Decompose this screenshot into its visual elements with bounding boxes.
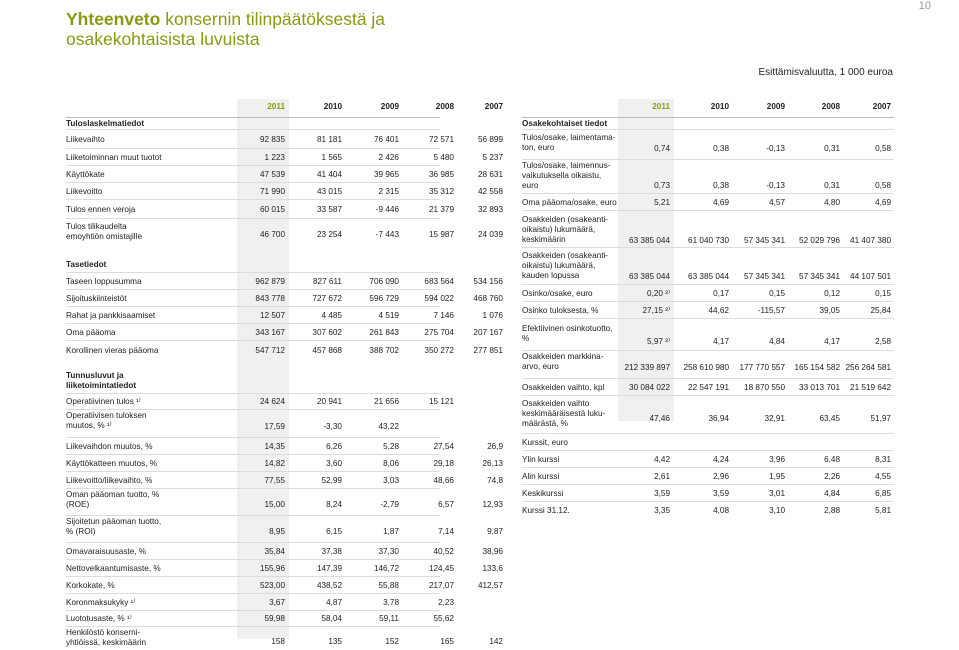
- value-cell-2011: 77,55: [264, 476, 285, 485]
- year-header-1: 2010: [323, 102, 342, 111]
- value-cell-2011: 24 624: [259, 397, 285, 406]
- value-cell-2009: 596 729: [369, 294, 399, 303]
- value-cell-2011: 4,42: [654, 455, 670, 464]
- value-cell-2007: 1 076: [482, 311, 503, 320]
- value-cell-2010: 135: [328, 637, 342, 646]
- row-label: Keskikurssi: [522, 489, 564, 498]
- table-row: [522, 247, 894, 284]
- value-cell-2007: 12,93: [482, 500, 503, 509]
- value-cell-2007: 142: [489, 637, 503, 646]
- value-cell-2007: 256 264 581: [845, 363, 891, 372]
- value-cell-2009: 706 090: [369, 277, 399, 286]
- row-label: Kurssit, euro: [522, 438, 568, 447]
- value-cell-2011: 5,21: [654, 198, 670, 207]
- value-cell-2010: 61 040 730: [688, 236, 729, 245]
- value-cell-2008: 165 154 582: [794, 363, 840, 372]
- value-cell-2010: 8,24: [326, 500, 342, 509]
- value-cell-2010: 4,69: [713, 198, 729, 207]
- value-cell-2011: 71 990: [259, 187, 285, 196]
- value-cell-2007: 21 519 642: [850, 383, 891, 392]
- row-label: Tulos/osake, laimennus- vaikutuksella oikaistu, euro: [522, 161, 611, 190]
- currency-note: Esittämisvaluutta, 1 000 euroa: [758, 67, 893, 78]
- row-label: Tulos ennen veroja: [66, 205, 136, 214]
- value-cell-2010: 58,04: [321, 614, 342, 623]
- value-cell-2009: 4,84: [769, 337, 785, 346]
- value-cell-2011: 59,98: [264, 614, 285, 623]
- value-cell-2011: 155,96: [259, 564, 285, 573]
- table-row: [522, 210, 894, 247]
- table-row: [522, 467, 894, 484]
- value-cell-2011: 14,82: [264, 459, 285, 468]
- summary-table-left: [66, 99, 503, 647]
- value-cell-2008: 48,66: [433, 476, 454, 485]
- table-row: [522, 284, 894, 301]
- value-cell-2011: 17,59: [264, 422, 285, 431]
- value-cell-2008: 5 480: [433, 153, 454, 162]
- value-cell-2007: 207 167: [473, 328, 503, 337]
- value-cell-2010: 44,62: [708, 306, 729, 315]
- table-row: [66, 340, 503, 359]
- table-row: [66, 576, 503, 593]
- value-cell-2010: 457 868: [312, 346, 342, 355]
- value-cell-2008: 35 312: [428, 187, 454, 196]
- value-cell-2011: 63 385 044: [629, 272, 670, 281]
- value-cell-2009: 57 345 341: [744, 272, 785, 281]
- row-label: Tasetiedot: [66, 260, 107, 269]
- value-cell-2007: 44 107 501: [850, 272, 891, 281]
- title-line2: osakekohtaisista luvuista: [66, 29, 260, 49]
- value-cell-2008: 594 022: [424, 294, 454, 303]
- value-cell-2011: 0,73: [654, 181, 670, 190]
- year-header-2: 2009: [766, 102, 785, 111]
- value-cell-2008: 27,54: [433, 442, 454, 451]
- value-cell-2010: 3,59: [713, 489, 729, 498]
- value-cell-2010: 307 602: [312, 328, 342, 337]
- table-row: [66, 593, 454, 610]
- value-cell-2007: 468 760: [473, 294, 503, 303]
- value-cell-2008: 7,14: [438, 527, 454, 536]
- value-cell-2007: 277 851: [473, 346, 503, 355]
- value-cell-2011: 92 835: [259, 135, 285, 144]
- value-cell-2008: 40,52: [433, 547, 454, 556]
- year-header-0: 2011: [267, 102, 285, 111]
- year-header-3: 2008: [821, 102, 840, 111]
- year-header-1: 2010: [710, 102, 729, 111]
- value-cell-2009: 3,10: [769, 506, 785, 515]
- value-cell-2009: 3,03: [383, 476, 399, 485]
- value-cell-2007: 26,13: [482, 459, 503, 468]
- table-row: [522, 450, 894, 467]
- value-cell-2007: 534 156: [473, 277, 503, 286]
- value-cell-2009: 2 426: [378, 153, 399, 162]
- value-cell-2011: 212 339 897: [624, 363, 670, 372]
- value-cell-2009: 177 770 557: [739, 363, 785, 372]
- row-label: Nettovelkaantumisaste, %: [66, 564, 161, 573]
- table-row: [522, 159, 894, 193]
- row-label: Alin kurssi: [522, 472, 560, 481]
- value-cell-2011: 63 385 044: [629, 236, 670, 245]
- table-row: [522, 501, 894, 518]
- value-cell-2010: 52,99: [321, 476, 342, 485]
- value-cell-2007: 0,15: [875, 289, 891, 298]
- value-cell-2008: 275 704: [424, 328, 454, 337]
- value-cell-2008: 72 571: [428, 135, 454, 144]
- table-row: [66, 289, 503, 306]
- per-share-table-right: [522, 99, 894, 515]
- row-label: Tulos tilikaudelta emoyhtiön omistajille: [66, 222, 142, 241]
- section-title-header: Tuloslaskelmatiedot: [66, 119, 145, 128]
- value-cell-2010: 4,08: [713, 506, 729, 515]
- row-label: Käyttökate: [66, 170, 105, 179]
- value-cell-2009: 4 519: [378, 311, 399, 320]
- year-header-3: 2008: [435, 102, 454, 111]
- value-cell-2008: 0,31: [824, 144, 840, 153]
- year-header-0: 2011: [652, 102, 670, 111]
- value-cell-2010: 4,87: [326, 598, 342, 607]
- row-label: Osinko/osake, euro: [522, 289, 593, 298]
- value-cell-2011: 12 507: [259, 311, 285, 320]
- value-cell-2010: 41 404: [316, 170, 342, 179]
- value-cell-2011: 46 700: [259, 230, 285, 239]
- value-cell-2010: 4,17: [713, 337, 729, 346]
- value-cell-2007: 0,58: [875, 144, 891, 153]
- value-cell-2009: -115,57: [757, 306, 785, 315]
- value-cell-2011: 1 223: [264, 153, 285, 162]
- row-label: Korollinen vieras pääoma: [66, 346, 159, 355]
- value-cell-2008: 15 121: [428, 397, 454, 406]
- value-cell-2009: 3,78: [383, 598, 399, 607]
- value-cell-2009: 43,22: [378, 422, 399, 431]
- table-row: [522, 318, 894, 350]
- value-cell-2009: 21 656: [373, 397, 399, 406]
- value-cell-2010: 3,60: [326, 459, 342, 468]
- table-row: [66, 306, 503, 323]
- value-cell-2007: 8,31: [875, 455, 891, 464]
- value-cell-2011: 0,20 ²⁾: [647, 289, 670, 298]
- row-label: Henkilöstö konserni- yhtiöissä, keskimäärin: [66, 628, 147, 647]
- value-cell-2009: -2,79: [380, 500, 399, 509]
- value-cell-2007: 51,97: [870, 414, 891, 423]
- table-row: [522, 433, 894, 450]
- value-cell-2007: 9,87: [487, 527, 503, 536]
- table-row: [66, 393, 454, 409]
- value-cell-2010: 0,17: [713, 289, 729, 298]
- row-label: Liikevoitto/liikevaihto, %: [66, 476, 153, 485]
- value-cell-2009: 1,95: [769, 472, 785, 481]
- row-label: Omavaraisuusaste, %: [66, 547, 147, 556]
- value-cell-2010: 827 611: [313, 277, 342, 286]
- section-heading-row: [66, 254, 440, 272]
- value-cell-2011: 30 084 022: [629, 383, 670, 392]
- value-cell-2008: 2,23: [438, 598, 454, 607]
- row-label: Operatiivinen tulos ¹⁾: [66, 397, 141, 406]
- value-cell-2011: 8,95: [269, 527, 285, 536]
- table-row: [66, 218, 503, 252]
- value-cell-2007: 412,57: [477, 581, 503, 590]
- value-cell-2009: 37,30: [378, 547, 399, 556]
- row-label: Tunnusluvut ja liiketoimintatiedot: [66, 371, 137, 390]
- year-header-divider: [522, 117, 894, 118]
- value-cell-2010: 258 610 980: [683, 363, 729, 372]
- row-label: Efektiivinen osinkotuotto, %: [522, 324, 613, 343]
- value-cell-2010: 6,15: [326, 527, 342, 536]
- value-cell-2011: 47 539: [259, 170, 285, 179]
- row-label: Liikevaihto: [66, 135, 105, 144]
- table-row: [66, 165, 503, 182]
- table-row: [66, 559, 503, 576]
- value-cell-2009: 4,57: [769, 198, 785, 207]
- value-cell-2009: 388 702: [369, 346, 399, 355]
- value-cell-2007: 74,8: [487, 476, 503, 485]
- section-title-header: Osakekohtaiset tiedot: [522, 119, 608, 128]
- value-cell-2009: 3,96: [769, 455, 785, 464]
- row-label: Tulos/osake, laimentama- ton, euro: [522, 133, 616, 152]
- value-cell-2010: 23 254: [316, 230, 342, 239]
- value-cell-2008: 2,88: [824, 506, 840, 515]
- value-cell-2011: 3,59: [654, 489, 670, 498]
- value-cell-2010: 147,39: [316, 564, 342, 573]
- table-row: [66, 409, 440, 437]
- table-row: [66, 488, 503, 515]
- value-cell-2009: 261 843: [369, 328, 399, 337]
- row-label: Osakkeiden vaihto keskimääräisestä luku- määrästä, %: [522, 399, 606, 428]
- section-heading-row: [66, 363, 440, 393]
- value-cell-2009: 8,06: [383, 459, 399, 468]
- row-label: Sijoituskiinteistöt: [66, 294, 127, 303]
- row-label: Ylin kurssi: [522, 455, 560, 464]
- row-label: Liiketoiminnan muut tuotot: [66, 153, 162, 162]
- value-cell-2010: 6,26: [326, 442, 342, 451]
- row-label: Rahat ja pankkisaamiset: [66, 311, 156, 320]
- value-cell-2010: 81 181: [316, 135, 342, 144]
- table-row: [522, 301, 894, 318]
- value-cell-2007: 24 039: [477, 230, 503, 239]
- row-label: Osakkeiden (osakeanti- oikaistu) lukumäärä, keskimäärin: [522, 215, 609, 244]
- value-cell-2010: 37,38: [321, 547, 342, 556]
- row-label: Koronmaksukyky ¹⁾: [66, 598, 136, 607]
- value-cell-2010: 33 587: [316, 205, 342, 214]
- year-header-4: 2007: [872, 102, 891, 111]
- row-label: Korkokate, %: [66, 581, 115, 590]
- value-cell-2007: 5,81: [875, 506, 891, 515]
- year-header-divider: [66, 117, 440, 118]
- row-label: Osakkeiden (osakeanti- oikaistu) lukumäärä, kauden lopussa: [522, 251, 609, 280]
- row-label: Osinko tuloksesta, %: [522, 306, 599, 315]
- value-cell-2009: 152: [385, 637, 399, 646]
- row-label: Liikevoitto: [66, 187, 103, 196]
- value-cell-2010: 0,38: [713, 181, 729, 190]
- year-header-4: 2007: [484, 102, 503, 111]
- value-cell-2008: 6,57: [438, 500, 454, 509]
- value-cell-2009: 5,28: [383, 442, 399, 451]
- value-cell-2008: 57 345 341: [799, 272, 840, 281]
- value-cell-2011: 47,46: [649, 414, 670, 423]
- value-cell-2008: 350 272: [424, 346, 454, 355]
- value-cell-2008: 0,31: [824, 181, 840, 190]
- value-cell-2008: 52 029 796: [799, 236, 840, 245]
- value-cell-2010: -3,30: [323, 422, 342, 431]
- row-label: Liikevaihdon muutos, %: [66, 442, 153, 451]
- table-row: [522, 350, 894, 378]
- value-cell-2009: 2 315: [378, 187, 399, 196]
- value-cell-2011: 962 879: [255, 277, 285, 286]
- value-cell-2007: 0,58: [875, 181, 891, 190]
- row-label: Taseen loppusumma: [66, 277, 142, 286]
- value-cell-2007: 56 899: [477, 135, 503, 144]
- table-row: [522, 193, 894, 210]
- value-cell-2011: 158: [271, 637, 285, 646]
- value-cell-2008: 4,84: [824, 489, 840, 498]
- value-cell-2008: 63,45: [819, 414, 840, 423]
- value-cell-2008: 33 013 701: [799, 383, 840, 392]
- table-row: [66, 323, 503, 340]
- value-cell-2010: 1 565: [321, 153, 342, 162]
- value-cell-2010: 36,94: [708, 414, 729, 423]
- value-cell-2007: 6,85: [875, 489, 891, 498]
- value-cell-2011: 14,35: [264, 442, 285, 451]
- value-cell-2009: 55,88: [378, 581, 399, 590]
- year-header-2: 2009: [380, 102, 399, 111]
- value-cell-2010: 4,24: [713, 455, 729, 464]
- value-cell-2007: 41 407 380: [850, 236, 891, 245]
- value-cell-2009: 146,72: [373, 564, 399, 573]
- value-cell-2008: 0,12: [824, 289, 840, 298]
- value-cell-2007: 133,6: [482, 564, 503, 573]
- table-row: [522, 129, 894, 159]
- table-row: [66, 182, 503, 199]
- table-row: [66, 272, 503, 289]
- value-cell-2009: -7 443: [375, 230, 399, 239]
- row-label: Oman pääoman tuotto, % (ROE): [66, 490, 160, 509]
- value-cell-2008: 29,18: [433, 459, 454, 468]
- value-cell-2009: 1,87: [383, 527, 399, 536]
- value-cell-2008: 15 987: [428, 230, 454, 239]
- title-rest: konsernin tilinpäätöksestä ja: [160, 9, 386, 29]
- value-cell-2007: 26,9: [487, 442, 503, 451]
- value-cell-2007: 28 631: [477, 170, 503, 179]
- value-cell-2011: 2,61: [654, 472, 670, 481]
- table-row: [66, 437, 503, 454]
- row-label: Oma pääoma: [66, 328, 116, 337]
- value-cell-2007: 32 893: [477, 205, 503, 214]
- value-cell-2009: 57 345 341: [744, 236, 785, 245]
- value-cell-2007: 5 237: [482, 153, 503, 162]
- value-cell-2010: 4 485: [321, 311, 342, 320]
- value-cell-2008: 7 146: [433, 311, 454, 320]
- row-label: Sijoitetun pääoman tuotto, % (ROI): [66, 517, 162, 536]
- table-row: [66, 148, 503, 165]
- value-cell-2007: 42 558: [477, 187, 503, 196]
- value-cell-2009: -9 446: [375, 205, 399, 214]
- value-cell-2008: 2,26: [824, 472, 840, 481]
- row-label: Osakkeiden markkina- arvo, euro: [522, 352, 604, 371]
- value-cell-2010: 438,52: [316, 581, 342, 590]
- value-cell-2007: 25,84: [870, 306, 891, 315]
- value-cell-2010: 22 547 191: [688, 383, 729, 392]
- value-cell-2010: 63 385 044: [688, 272, 729, 281]
- value-cell-2011: 35,84: [264, 547, 285, 556]
- value-cell-2009: -0,13: [766, 181, 785, 190]
- value-cell-2008: 6,48: [824, 455, 840, 464]
- value-cell-2008: 124,45: [428, 564, 454, 573]
- row-label: Luototusaste, % ¹⁾: [66, 614, 132, 623]
- row-label: Osakkeiden vaihto, kpl: [522, 383, 605, 392]
- value-cell-2010: 0,38: [713, 144, 729, 153]
- value-cell-2008: 39,05: [819, 306, 840, 315]
- value-cell-2011: 3,67: [269, 598, 285, 607]
- value-cell-2010: 2,96: [713, 472, 729, 481]
- value-cell-2011: 15,00: [264, 500, 285, 509]
- value-cell-2010: 20 941: [316, 397, 342, 406]
- value-cell-2011: 27,15 ²⁾: [642, 306, 670, 315]
- table-row: [66, 129, 503, 148]
- table-row: [66, 454, 503, 471]
- value-cell-2011: 547 712: [255, 346, 285, 355]
- value-cell-2010: 727 672: [312, 294, 342, 303]
- page-title: [66, 9, 385, 49]
- value-cell-2009: 18 870 550: [744, 383, 785, 392]
- value-cell-2008: 4,80: [824, 198, 840, 207]
- value-cell-2008: 165: [440, 637, 454, 646]
- title-bold: Yhteenveto: [66, 9, 161, 29]
- value-cell-2011: 60 015: [259, 205, 285, 214]
- table-row: [66, 471, 503, 488]
- value-cell-2011: 523,00: [259, 581, 285, 590]
- value-cell-2008: 217,07: [428, 581, 454, 590]
- value-cell-2008: 21 379: [428, 205, 454, 214]
- value-cell-2011: 343 167: [255, 328, 285, 337]
- row-label: Kurssi 31.12.: [522, 506, 570, 515]
- value-cell-2009: 59,11: [379, 614, 399, 623]
- row-label: Operatiivisen tuloksen muutos, % ¹⁾: [66, 411, 147, 430]
- value-cell-2009: 3,01: [769, 489, 785, 498]
- value-cell-2008: 55,62: [433, 614, 454, 623]
- row-label: Oma pääoma/osake, euro: [522, 198, 617, 207]
- table-row: [522, 395, 894, 433]
- value-cell-2009: 76 401: [373, 135, 399, 144]
- value-cell-2007: 2,58: [875, 337, 891, 346]
- table-row: [522, 378, 894, 395]
- table-row: [66, 199, 503, 218]
- value-cell-2007: 38,96: [482, 547, 503, 556]
- value-cell-2010: 43 015: [316, 187, 342, 196]
- value-cell-2011: 843 778: [255, 294, 285, 303]
- table-row: [522, 484, 894, 501]
- row-label: Käyttökatteen muutos, %: [66, 459, 158, 468]
- table-row: [66, 542, 503, 559]
- value-cell-2008: 4,17: [824, 337, 840, 346]
- table-row: [66, 515, 503, 542]
- value-cell-2007: 4,55: [875, 472, 891, 481]
- value-cell-2009: 0,15: [769, 289, 785, 298]
- value-cell-2008: 36 985: [428, 170, 454, 179]
- value-cell-2011: 0,74: [654, 144, 670, 153]
- table-row: [66, 626, 503, 650]
- value-cell-2009: 32,91: [764, 414, 785, 423]
- value-cell-2009: -0,13: [766, 144, 785, 153]
- value-cell-2009: 39 965: [373, 170, 399, 179]
- page-number: 10: [918, 0, 931, 12]
- value-cell-2007: 4,69: [875, 198, 891, 207]
- table-row: [66, 610, 454, 626]
- value-cell-2011: 3,35: [654, 506, 670, 515]
- value-cell-2008: 683 564: [424, 277, 454, 286]
- value-cell-2011: 5,97 ²⁾: [647, 337, 670, 346]
